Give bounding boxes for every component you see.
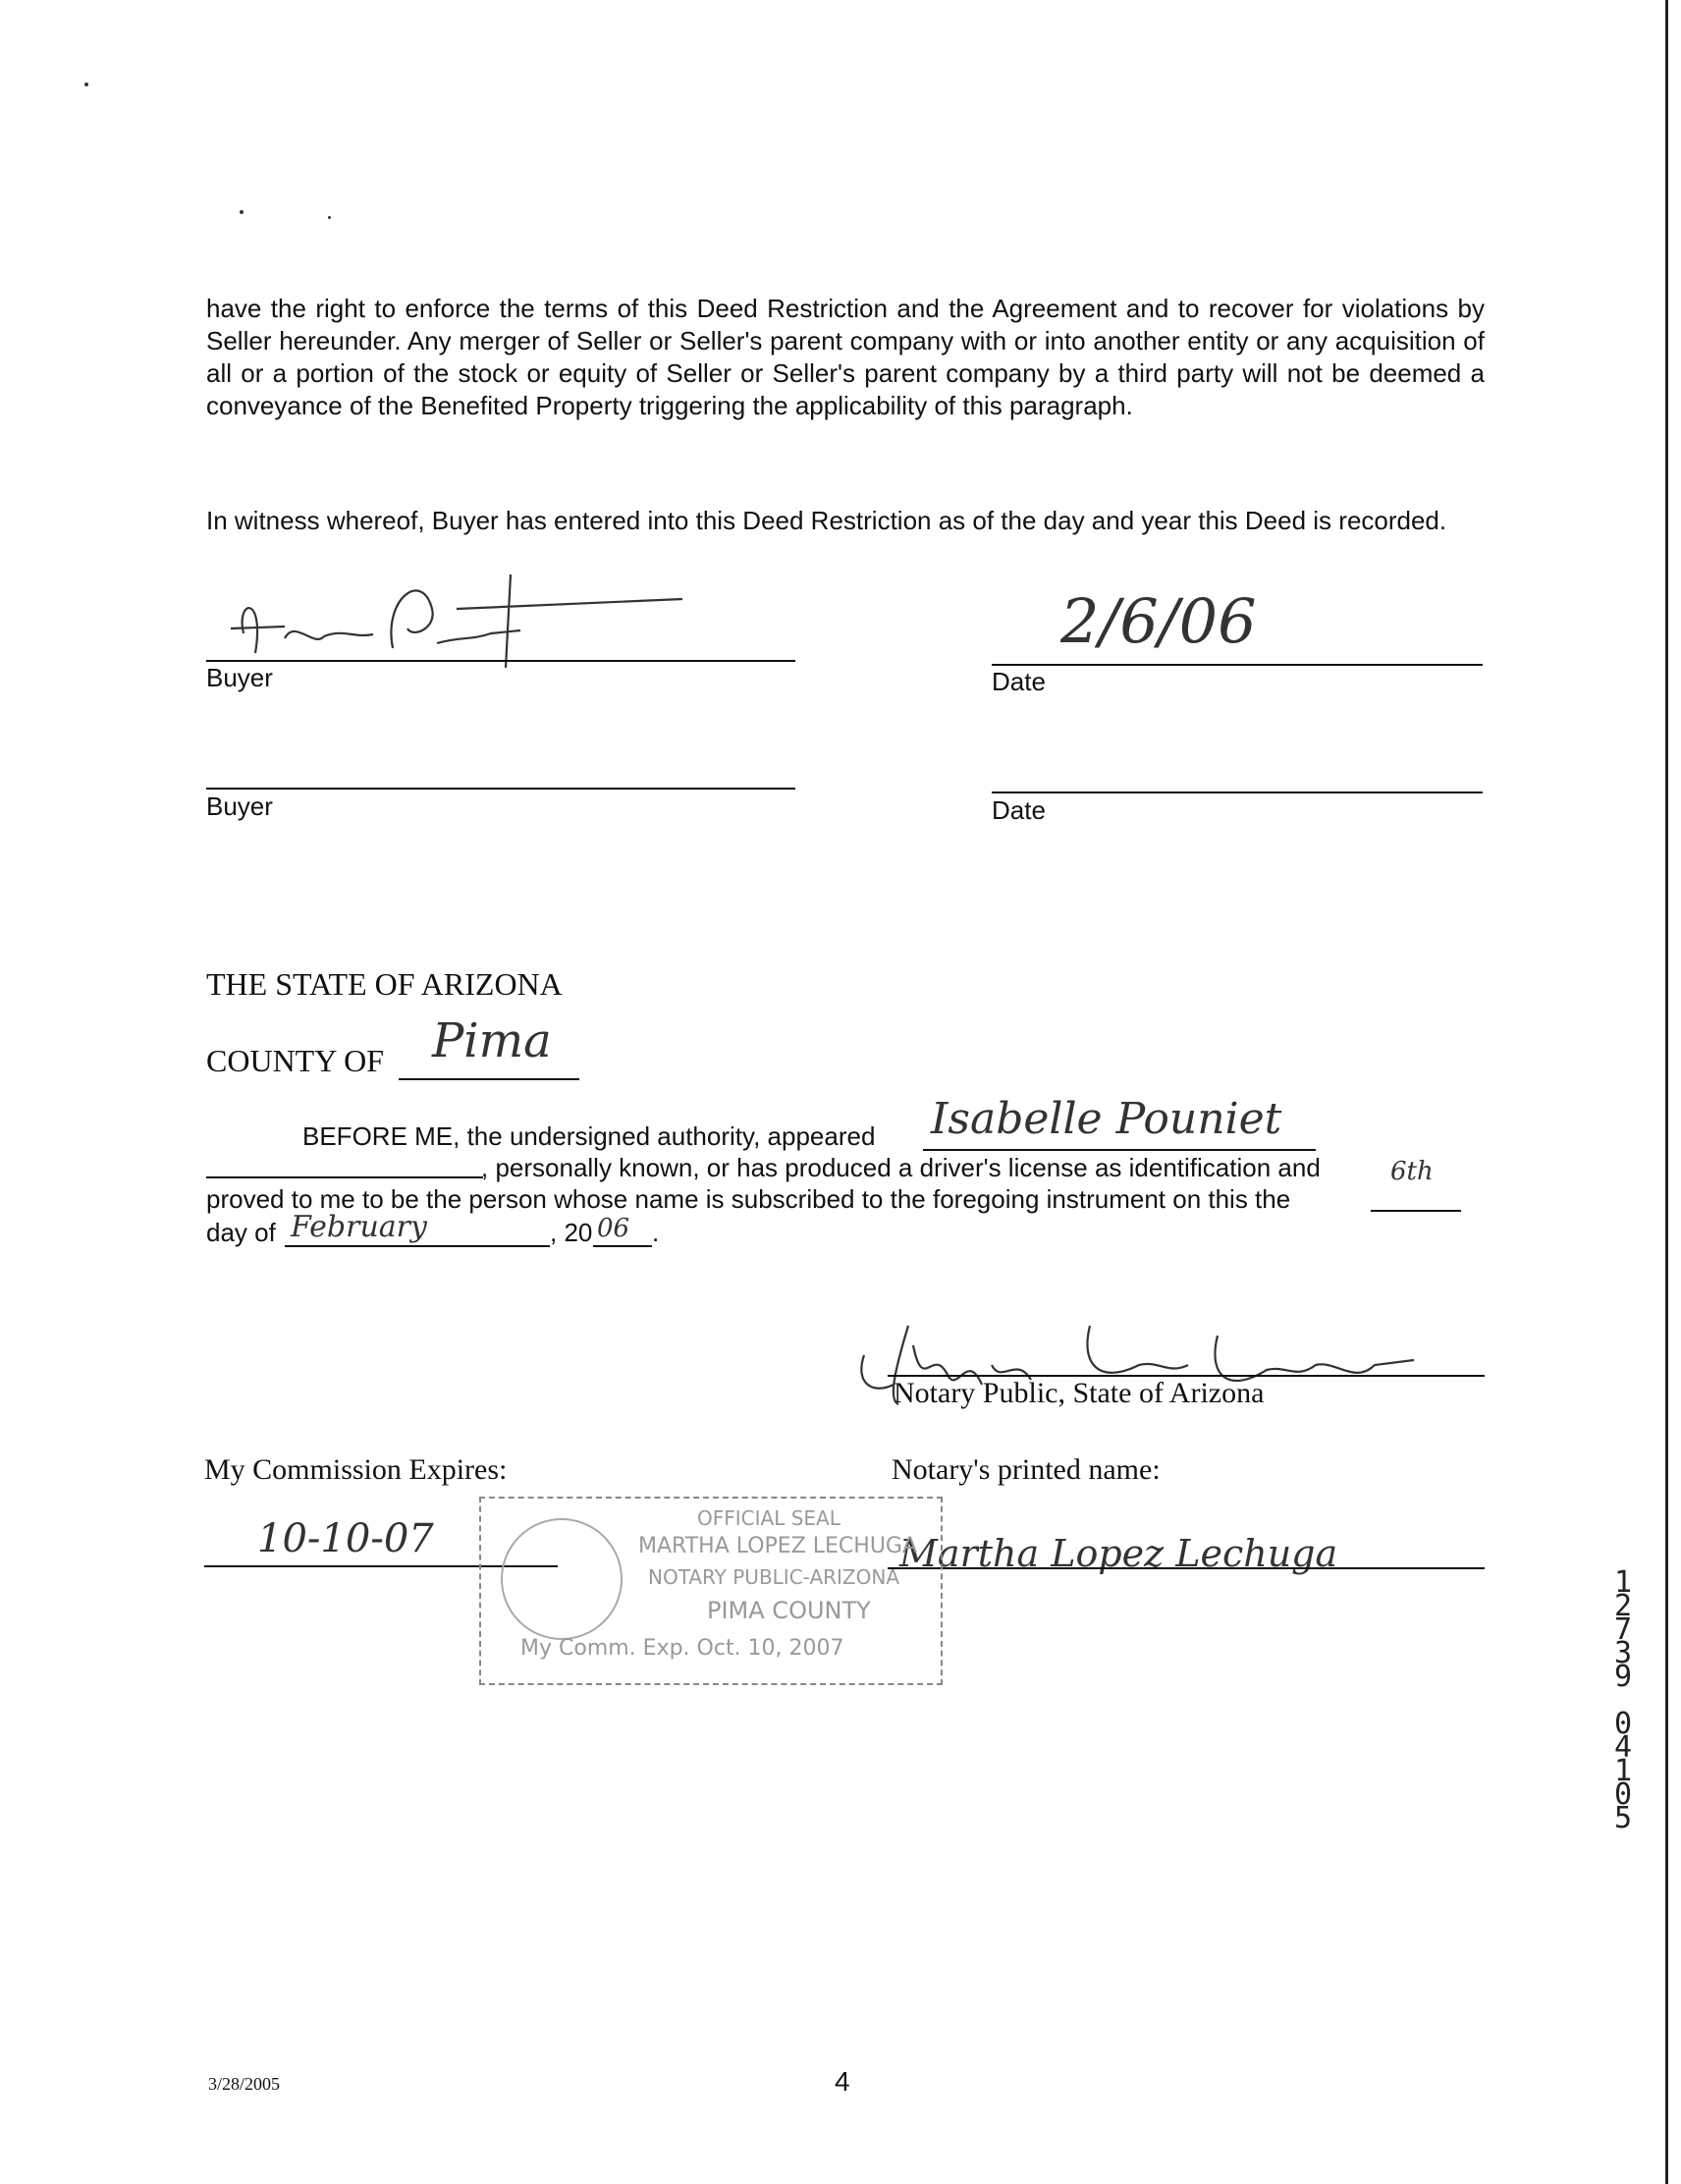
printed-name-label: Notary's printed name: [892, 1453, 1161, 1486]
page-number: 4 [835, 2066, 850, 2097]
stamp-line-1: OFFICIAL SEAL [697, 1506, 840, 1530]
month-underline [285, 1245, 550, 1247]
witness-paragraph: In witness whereof, Buyer has entered into this Deed Restriction as of the day and year this Deed is recorded. [206, 506, 1447, 535]
scan-speck [240, 210, 244, 214]
day-of-text: day of [206, 1218, 276, 1247]
county-underline [399, 1078, 579, 1080]
date-1-handwritten: 2/6/06 [1060, 585, 1257, 657]
county-label: COUNTY OF [206, 1043, 385, 1078]
stamp-line-4: PIMA COUNTY [707, 1597, 871, 1624]
seal-circle-icon [501, 1518, 623, 1640]
buyer-label-2: Buyer [206, 792, 273, 821]
date-label-2: Date [992, 795, 1046, 825]
month-handwritten: February [291, 1210, 427, 1244]
before-me-text: BEFORE ME, the undersigned authority, appeared [302, 1121, 876, 1151]
date-line-1 [992, 664, 1483, 666]
buyer-label-1: Buyer [206, 663, 273, 692]
notary-public-label: Notary Public, State of Arizona [894, 1377, 1265, 1409]
day-underline [1371, 1210, 1461, 1212]
stamp-line-3: NOTARY PUBLIC-ARIZONA [648, 1565, 900, 1589]
commission-handwritten: 10-10-07 [257, 1516, 434, 1561]
recording-number: 1 2 7 3 9 0 4 1 0 5 [1613, 1565, 1633, 1835]
year-end-text: . [652, 1218, 660, 1247]
appeared-name-handwritten: Isabelle Pouniet [931, 1094, 1282, 1144]
state-heading: THE STATE OF ARIZONA [206, 966, 563, 1002]
year-prefix-text: , 20 [550, 1218, 593, 1247]
notary-seal-stamp [479, 1497, 943, 1685]
day-handwritten: 6th [1390, 1157, 1434, 1186]
personally-known-text: , personally known, or has produced a driver's license as identification and [481, 1153, 1321, 1182]
commission-label: My Commission Expires: [204, 1453, 508, 1486]
stamp-line-2: MARTHA LOPEZ LECHUGA [638, 1534, 918, 1558]
appeared-name-underline-2 [206, 1176, 483, 1178]
date-line-2 [992, 792, 1483, 793]
date-label-1: Date [992, 667, 1046, 696]
stamp-line-5: My Comm. Exp. Oct. 10, 2007 [520, 1636, 844, 1661]
year-underline [593, 1245, 652, 1247]
buyer-signature-line-1 [206, 660, 795, 662]
buyer-signature-line-2 [206, 788, 795, 790]
year-handwritten: 06 [597, 1214, 630, 1243]
proved-text: proved to me to be the person whose name is subscribed to the foregoing instrument on this the [206, 1184, 1291, 1214]
scan-speck [84, 82, 88, 86]
county-handwritten: Pima [432, 1013, 552, 1068]
appeared-name-underline [923, 1149, 1316, 1151]
footer-date: 3/28/2005 [208, 2074, 281, 2094]
scan-edge-line [1665, 0, 1668, 2184]
deed-restriction-paragraph: have the right to enforce the terms of this Deed Restriction and the Agreement and to recover for violations by Seller hereunder. Any merger of Seller or Seller's parent company with or into another entity or any acquisition of all or a portion of the stock or equity of Seller or Seller's parent company by a third party will not be deemed a conveyance of the Benefited Property triggering the applicability of this paragraph. [206, 294, 1485, 420]
printed-name-handwritten: Martha Lopez Lechuga [899, 1532, 1338, 1575]
scan-speck [328, 216, 331, 219]
printed-name-line [888, 1567, 1485, 1569]
